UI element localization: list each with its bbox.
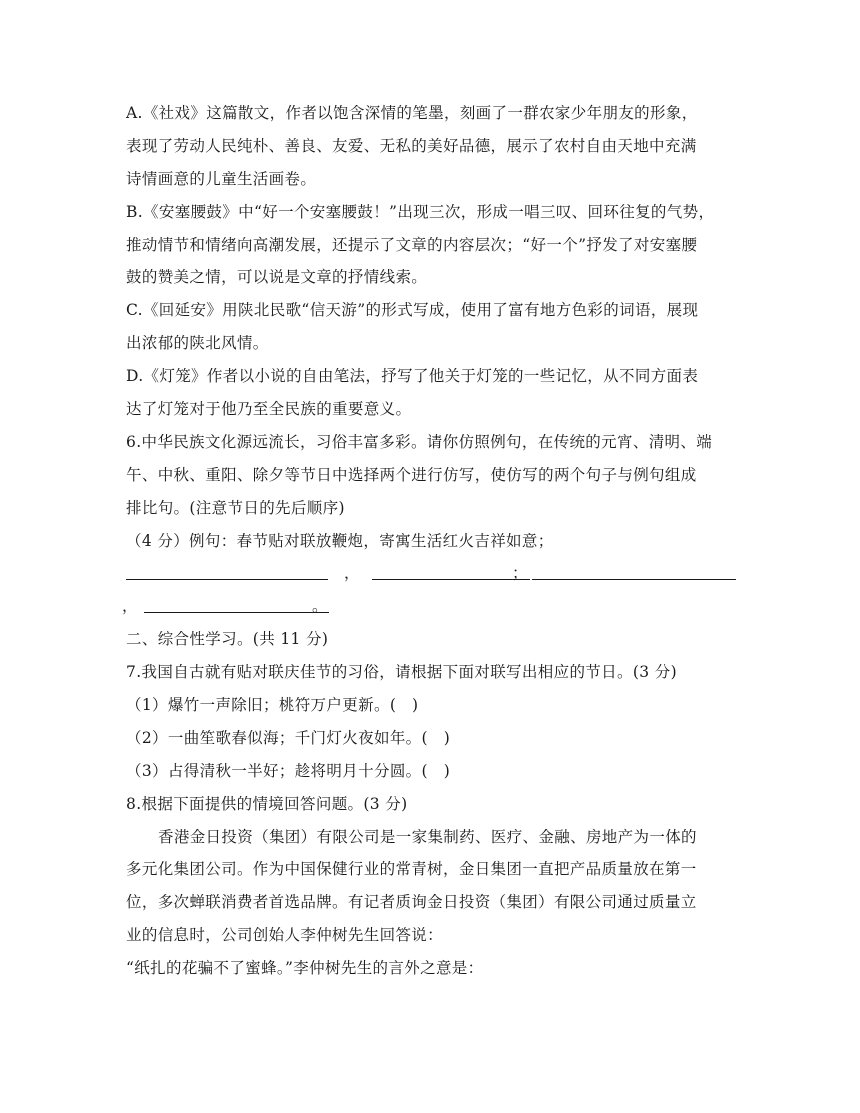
- period-mark: 。: [312, 597, 328, 616]
- comma-separator: ，: [122, 597, 138, 616]
- question-6-example: （4 分）例句：春节贴对联放鞭炮，寄寓生活红火吉祥如意；: [126, 531, 554, 550]
- passage-line-2: 多元化集团公司。作为中国保健行业的常青树，金日集团一直把产品质量放在第一: [126, 860, 697, 879]
- option-d-line-2: 达了灯笼对于他乃至全民族的重要意义。: [126, 400, 412, 419]
- passage-line-4: 业的信息时，公司创始人李仲树先生回答说：: [126, 926, 444, 945]
- option-c-line-1: C.《回延安》用陕北民歌“信天游”的形式写成，使用了富有地方色彩的词语，展现: [126, 301, 699, 320]
- question-6-line-2: 午、中秋、重阳、除夕等节日中选择两个进行仿写，使仿写的两个句子与例句组成: [126, 465, 697, 484]
- passage-line-3: 位，多次蝉联消费者首选品牌。有记者质询金日投资（集团）有限公司通过质量立: [126, 893, 697, 912]
- answer-blank-4[interactable]: [144, 590, 329, 613]
- question-8: 8.根据下面提供的情境回答问题。(3 分): [126, 794, 408, 813]
- option-a-line-2: 表现了劳动人民纯朴、善良、友爱、无私的美好品德，展示了农村自由天地中充满: [126, 136, 697, 155]
- option-c-line-2: 出浓郁的陕北风情。: [126, 334, 269, 353]
- answer-blanks-row-1: [126, 557, 736, 590]
- answer-blank-2[interactable]: [372, 557, 530, 580]
- answer-blank-1[interactable]: [126, 557, 328, 580]
- section-2-heading: 二、综合性学习。(共 11 分): [126, 630, 329, 649]
- option-d-line-1: D.《灯笼》作者以小说的自由笔法，抒写了他关于灯笼的一些记忆，从不同方面表: [126, 367, 699, 386]
- comma-separator: ，: [344, 564, 360, 583]
- answer-blanks-row-2: [122, 590, 736, 623]
- question-6-line-1: 6.中华民族文化源远流长，习俗丰富多彩。请你仿照例句，在传统的元宵、清明、端: [126, 432, 713, 451]
- option-b-line-1: B.《安塞腰鼓》中“好一个安塞腰鼓！”出现三次，形成一唱三叹、回环往复的气势，: [126, 202, 715, 221]
- document-page: [122, 97, 736, 985]
- option-b-line-2: 推动情节和情绪向高潮发展，还提示了文章的内容层次；“好一个”抒发了对安塞腰: [126, 235, 698, 254]
- semicolon-separator: ；: [512, 564, 528, 583]
- option-a-line-3: 诗情画意的儿童生活画卷。: [126, 169, 317, 188]
- option-b-line-3: 鼓的赞美之情，可以说是文章的抒情线索。: [126, 268, 428, 287]
- question-7-item-1: （1）爆竹一声除旧；桃符万户更新。( ): [126, 696, 419, 715]
- question-7-item-3: （3）占得清秋一半好；趁将明月十分圆。( ): [126, 761, 451, 780]
- passage-line-5: “纸扎的花骗不了蜜蜂。”李仲树先生的言外之意是：: [126, 959, 484, 978]
- answer-blank-3[interactable]: [532, 557, 736, 580]
- question-7-item-2: （2）一曲笙歌春似海；千门灯火夜如年。( ): [126, 728, 451, 747]
- passage-line-1: 香港金日投资（集团）有限公司是一家集制药、医疗、金融、房地产为一体的: [158, 827, 697, 846]
- option-a-line-1: A.《社戏》这篇散文，作者以饱含深情的笔墨，刻画了一群农家少年朋友的形象，: [126, 104, 698, 122]
- question-6-line-3: 排比句。(注意节日的先后顺序): [126, 498, 345, 517]
- question-7: 7.我国自古就有贴对联庆佳节的习俗，请根据下面对联写出相应的节日。(3 分): [126, 663, 677, 682]
